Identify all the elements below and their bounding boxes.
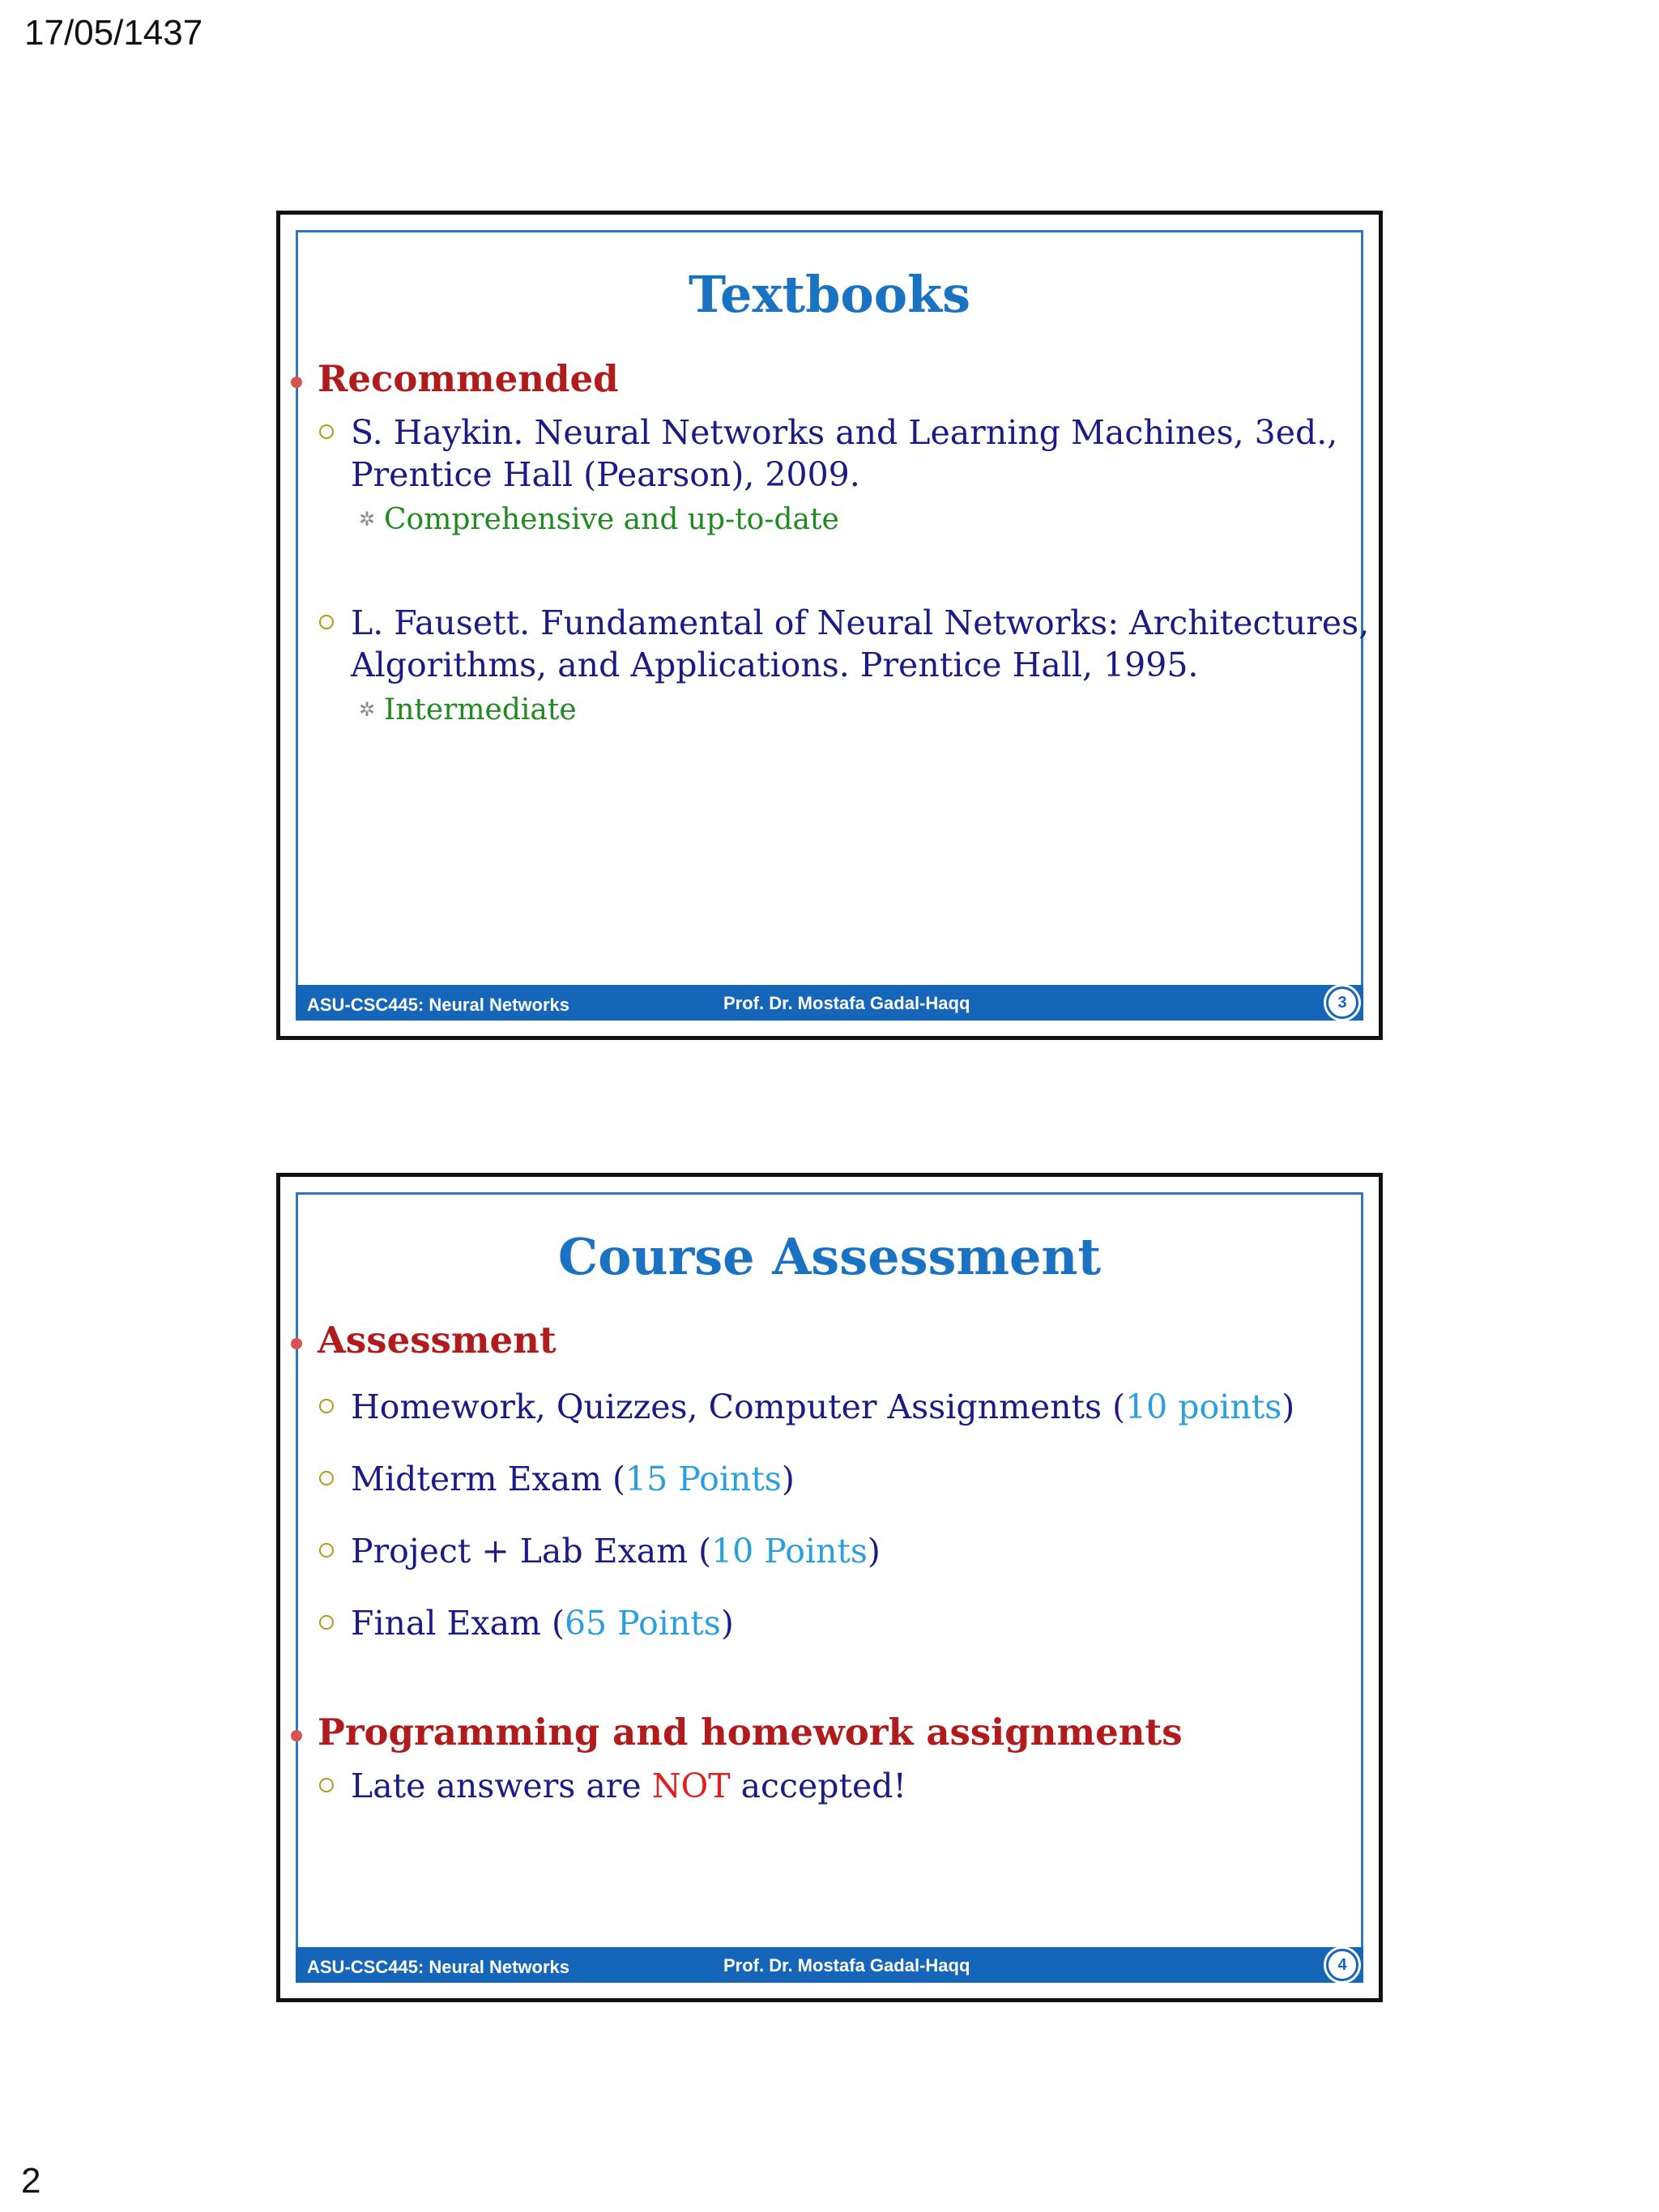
book-note	[359, 693, 577, 727]
late-text-emphasis: NOT	[651, 1767, 731, 1805]
slide-title: Course Assessment	[557, 1227, 1102, 1286]
late-text-after: accepted!	[740, 1767, 906, 1805]
slide-number-badge: 4	[1326, 1949, 1358, 1981]
section-heading	[318, 1319, 557, 1362]
assessment-item: Midterm Exam (15 Points)	[351, 1458, 795, 1500]
star-bullet-icon: ✲	[359, 508, 376, 531]
ring-bullet-icon	[319, 1778, 334, 1792]
assessment-label: Midterm Exam	[351, 1460, 602, 1498]
book-line-2: Algorithms, and Applications. Prentice Hall, 1995.	[351, 646, 1199, 684]
book-item	[351, 602, 1369, 686]
assessment-label: Final Exam	[351, 1604, 541, 1643]
assessment-item: Project + Lab Exam (10 Points)	[351, 1530, 881, 1572]
book-line-1: S. Haykin. Neural Networks and Learning Machines, 3ed.,	[351, 413, 1338, 452]
slide-textbooks	[276, 211, 1383, 1040]
footer-course: ASU-CSC445: Neural Networks	[307, 1957, 569, 1977]
bullet-dot-icon	[291, 377, 302, 388]
assessment-label: Project + Lab Exam	[351, 1532, 689, 1571]
bullet-dot-icon	[291, 1338, 302, 1349]
slide-footer	[296, 1947, 1363, 1983]
ring-bullet-icon	[319, 615, 334, 629]
section-heading	[318, 1711, 1183, 1754]
book-note-text: Intermediate	[384, 693, 577, 727]
book-note	[359, 503, 839, 536]
section-label: Programming and homework assignments	[318, 1711, 1183, 1754]
footer-course: ASU-CSC445: Neural Networks	[307, 995, 569, 1015]
slide-frame	[296, 1192, 1363, 1983]
book-item	[351, 411, 1337, 496]
late-text-before: Late answers are	[351, 1767, 642, 1805]
assessment-item: Final Exam (65 Points)	[351, 1602, 734, 1644]
late-policy	[351, 1765, 906, 1807]
section-heading	[318, 357, 619, 400]
section-label: Assessment	[318, 1319, 557, 1362]
page-date: 17/05/1437	[24, 13, 203, 53]
assessment-points: 10 Points	[711, 1532, 868, 1571]
slide-number-badge: 3	[1326, 987, 1358, 1019]
page-number: 2	[21, 2161, 41, 2201]
ring-bullet-icon	[319, 424, 334, 439]
footer-author: Prof. Dr. Mostafa Gadal-Haqq	[723, 993, 970, 1013]
ring-bullet-icon	[319, 1615, 334, 1630]
book-line-2: Prentice Hall (Pearson), 2009.	[351, 455, 860, 494]
assessment-points: 15 Points	[625, 1460, 782, 1498]
ring-bullet-icon	[319, 1543, 334, 1558]
star-bullet-icon: ✲	[359, 698, 376, 721]
footer-author: Prof. Dr. Mostafa Gadal-Haqq	[723, 1955, 970, 1975]
slide-footer	[296, 985, 1363, 1021]
assessment-label: Homework, Quizzes, Computer Assignments	[351, 1387, 1102, 1426]
bullet-dot-icon	[291, 1730, 302, 1741]
assessment-points: 10 points	[1125, 1387, 1282, 1426]
ring-bullet-icon	[319, 1399, 334, 1413]
ring-bullet-icon	[319, 1471, 334, 1485]
book-line-1: L. Fausett. Fundamental of Neural Networks: Architectures,	[351, 603, 1370, 642]
section-label: Recommended	[318, 357, 619, 400]
assessment-points: 65 Points	[564, 1604, 721, 1643]
book-note-text: Comprehensive and up-to-date	[384, 503, 839, 536]
slide-course-assessment	[276, 1173, 1383, 2002]
slide-title: Textbooks	[689, 265, 970, 324]
assessment-item: Homework, Quizzes, Computer Assignments (10 points)	[351, 1386, 1294, 1428]
